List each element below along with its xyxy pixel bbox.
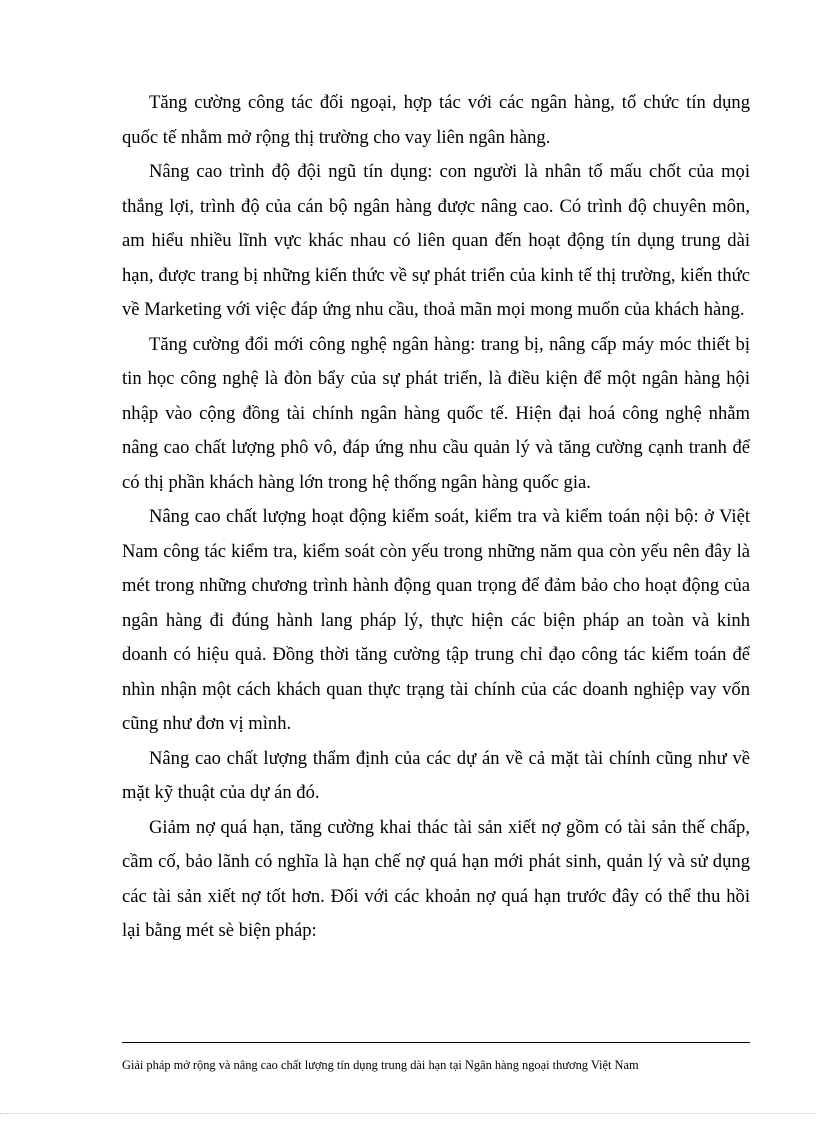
footer-divider [122,1042,750,1043]
paragraph-credit-staff: Nâng cao trình độ đội ngũ tín dụng: con người là nhân tố mấu chốt của mọi thắng lợi, trình độ của cán bộ ngân hàng được nâng cao. Có trình độ chuyên môn, am hiểu nhiều lĩnh vực khác nhau có liên quan đến hoạt động tín dụng trung dài hạn, được trang bị những kiến thức về sự phát triển của kinh tế thị trường, kiến thức về Marketing với việc đáp ứng nhu cầu, thoả mãn mọi mong muốn của khách hàng. [122,161,750,320]
paragraph-foreign-relations: Tăng cường công tác đối ngoại, hợp tác với các ngân hàng, tổ chức tín dụng quốc tế nhằm mở rộng thị trường cho vay liên ngân hàng. [122,92,750,148]
paragraph-banking-technology: Tăng cường đổi mới công nghệ ngân hàng: trang bị, nâng cấp máy móc thiết bị tin học công nghệ là đòn bẩy của sự phát triển, là điều kiện để một ngân hàng hội nhập vào cộng đồng tài chính ngân hàng quốc tế. Hiện đại hoá công nghệ nhằm nâng cao chất lượng phô vô, đáp ứng nhu cầu quản lý và tăng cường cạnh tranh để có thị phần khách hàng lớn trong hệ thống ngân hàng quốc gia. [122,333,750,493]
document-body [122,86,750,949]
page-bottom-edge [0,1113,816,1114]
paragraph-project-appraisal: Nâng cao chất lượng thẩm định của các dự án về cả mặt tài chính cũng như về mặt kỹ thuật của dự án đó. [122,747,750,803]
paragraph-internal-audit: Nâng cao chất lượng hoạt động kiểm soát, kiểm tra và kiểm toán nội bộ: ở Việt Nam công tác kiểm tra, kiểm soát còn yếu trong những năm qua còn yếu nên đây là mét trong những chương trình hành động quan trọng để đảm bảo cho hoạt động của ngân hàng đi đúng hành lang pháp lý, thực hiện các biện pháp an toàn và kinh doanh có hiệu quả. Đồng thời tăng cường tập trung chỉ đạo công tác kiểm toán để nhìn nhận một cách khách quan thực trạng tài chính của các doanh nghiệp vay vốn cũng như đơn vị mình. [122,506,750,734]
paragraph-overdue-debt: Giảm nợ quá hạn, tăng cường khai thác tài sản xiết nợ gồm có tài sản thế chấp, cầm cố, bảo lãnh có nghĩa là hạn chế nợ quá hạn mới phát sinh, quản lý và sử dụng các tài sản xiết nợ tốt hơn. Đối với các khoản nợ quá hạn trước đây có thể thu hồi lại bằng mét sè biện pháp: [122,816,750,941]
footer-title: Giải pháp mở rộng và nâng cao chất lượng tín dụng trung dài hạn tại Ngân hàng ngoại thương Việt Nam [122,1058,639,1072]
